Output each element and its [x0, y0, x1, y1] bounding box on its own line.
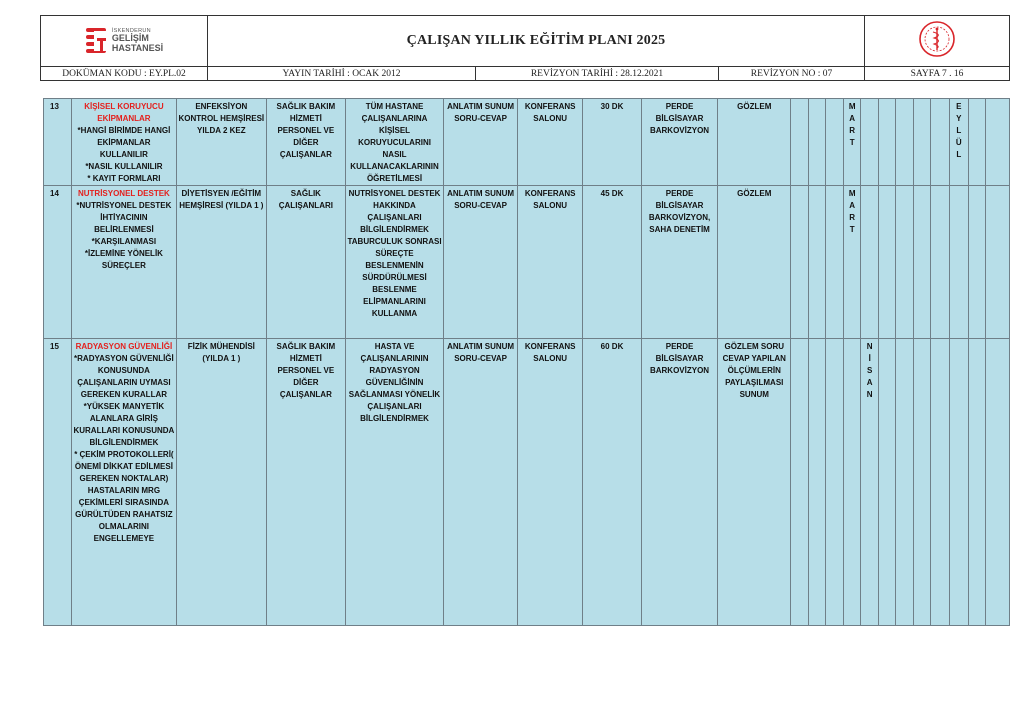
month-cell: [913, 339, 931, 626]
hospital-logo: [41, 26, 207, 56]
document-title: ÇALIŞAN YILLIK EĞİTİM PLANI 2025: [208, 16, 865, 67]
method-cell: ANLATIM SUNUM SORU-CEVAP: [443, 186, 517, 339]
month-cell: [791, 99, 809, 186]
tools-cell: PERDE BİLGİSAYAR BARKOVİZYON: [641, 99, 717, 186]
month-letter: A: [849, 201, 856, 210]
month-letter: Y: [956, 114, 962, 123]
goal-cell: TÜM HASTANE ÇALIŞANLARINA KİŞİSEL KORUYUCULARINI NASIL KULLANACAKLARININ ÖĞRETİLMESİ: [346, 99, 444, 186]
goal-cell: HASTA VE ÇALIŞANLARININ RADYASYON GÜVENLİĞİNİN SAĞLANMASI YÖNELİK ÇALIŞANLARI BİLGİLENDİRMEK: [346, 339, 444, 626]
duration-cell: 30 DK: [583, 99, 642, 186]
month-letter: M: [848, 102, 856, 111]
topic-cell: [71, 339, 176, 626]
evaluation-cell: GÖZLEM SORU CEVAP YAPILAN ÖLÇÜMLERİN PAYLAŞILMASI SUNUM: [718, 339, 791, 626]
month-cell: [913, 99, 931, 186]
month-cell: [896, 99, 914, 186]
topic-cell: [71, 99, 176, 186]
month-cell-mart: [843, 99, 861, 186]
place-cell: KONFERANS SALONU: [518, 186, 583, 339]
month-letter: T: [849, 138, 855, 147]
page-number: SAYFA 7 . 16: [865, 67, 1010, 81]
topic-item: * KAYIT FORMLARI: [87, 174, 161, 183]
row-number: 15: [44, 339, 72, 626]
row-number: 14: [44, 186, 72, 339]
topic-item: *HANGİ BİRİMDE HANGİ EKİPMANLAR KULLANILIR: [77, 126, 171, 159]
month-cell: [968, 99, 986, 186]
evaluation-cell: GÖZLEM: [718, 186, 791, 339]
month-cell: [826, 339, 844, 626]
month-cell: [878, 186, 896, 339]
month-cell: [931, 99, 950, 186]
month-letter: A: [866, 378, 873, 387]
month-letter: T: [849, 225, 855, 234]
month-cell-mart: [843, 186, 861, 339]
row-number: 13: [44, 99, 72, 186]
month-cell: [861, 99, 879, 186]
document-header: [40, 15, 1010, 81]
month-cell: [808, 339, 826, 626]
month-cell: [913, 186, 931, 339]
topic-item: *İZLEMİNE YÖNELİK SÜREÇLER: [84, 249, 163, 270]
month-cell: [791, 186, 809, 339]
topic-item: *RADYASYON GÜVENLİĞİ KONUSUNDA ÇALIŞANLARIN UYMASI GEREKEN KURALLAR: [74, 354, 174, 399]
month-cell: [843, 339, 861, 626]
month-cell: [826, 186, 844, 339]
method-cell: ANLATIM SUNUM SORU-CEVAP: [443, 339, 517, 626]
topic-title: NUTRİSYONEL DESTEK: [77, 189, 170, 198]
month-cell: [791, 339, 809, 626]
month-cell: [950, 339, 969, 626]
trainer-cell: DİYETİSYEN /EĞİTİM HEMŞİRESİ (YILDA 1 ): [176, 186, 266, 339]
month-cell: [878, 99, 896, 186]
topic-title: RADYASYON GÜVENLİĞİ: [75, 342, 173, 351]
topic-item: *KARŞILANMASI: [91, 237, 157, 246]
goal-cell: NUTRİSYONEL DESTEK HAKKINDA ÇALIŞANLARI BİLGİLENDİRMEK TABURCULUK SONRASI SÜREÇTE BESLENMENİN SÜRDÜRÜLMESİ BESLENME ELİPMANLARINI KULLANMA: [346, 186, 444, 339]
place-cell: KONFERANS SALONU: [518, 339, 583, 626]
audience-cell: SAĞLIK BAKIM HİZMETİ PERSONEL VE DİĞER ÇALIŞANLAR: [266, 99, 345, 186]
topic-item: *YÜKSEK MANYETİK ALANLARA GİRİŞ KURALLARI KONUSUNDA BİLGİLENDİRMEK: [73, 402, 175, 447]
hospital-logo-icon: [85, 26, 107, 56]
month-cell: [808, 186, 826, 339]
evaluation-cell: GÖZLEM: [718, 99, 791, 186]
topic-item: *NASIL KULLANILIR: [85, 162, 163, 171]
trainer-cell: ENFEKSİYON KONTROL HEMŞİRESİ YILDA 2 KEZ: [176, 99, 266, 186]
trainer-cell: FİZİK MÜHENDİSİ (YILDA 1 ): [176, 339, 266, 626]
month-cell: [986, 339, 1010, 626]
place-cell: KONFERANS SALONU: [518, 99, 583, 186]
month-cell: [896, 339, 914, 626]
table-row: [44, 186, 1010, 339]
month-letter: R: [849, 213, 856, 222]
month-letter: İ: [868, 354, 871, 363]
month-cell: [968, 186, 986, 339]
tools-cell: PERDE BİLGİSAYAR BARKOVİZYON: [641, 339, 717, 626]
month-cell: [808, 99, 826, 186]
month-letter: M: [848, 189, 856, 198]
month-letter: N: [866, 342, 873, 351]
month-cell: [968, 339, 986, 626]
audience-cell: SAĞLIK BAKIM HİZMETİ PERSONEL VE DİĞER ÇALIŞANLAR: [266, 339, 345, 626]
topic-title: KİŞİSEL KORUYUCU EKİPMANLAR: [84, 102, 164, 123]
month-cell: [931, 339, 950, 626]
month-cell: [986, 186, 1010, 339]
publish-date: YAYIN TARİHİ : OCAK 2012: [208, 67, 476, 81]
month-cell: [861, 186, 879, 339]
topic-cell: [71, 186, 176, 339]
duration-cell: 60 DK: [583, 339, 642, 626]
audience-cell: SAĞLIK ÇALIŞANLARI: [266, 186, 345, 339]
month-cell: [826, 99, 844, 186]
month-letter: R: [849, 126, 856, 135]
revision-date: REVİZYON TARİHİ : 28.12.2021: [476, 67, 719, 81]
month-cell: [986, 99, 1010, 186]
month-cell-nisan: [861, 339, 879, 626]
month-cell: [931, 186, 950, 339]
month-letter: L: [956, 126, 962, 135]
table-row: [44, 99, 1010, 186]
month-letter: Ü: [955, 138, 962, 147]
month-cell: [896, 186, 914, 339]
logo-line-1: İSKENDERUN: [111, 27, 151, 34]
logo-line-3: HASTANESİ: [111, 42, 164, 53]
month-letter: A: [849, 114, 856, 123]
hospital-logo-cell: [41, 16, 208, 67]
tools-cell: PERDE BİLGİSAYAR BARKOVİZYON, SAHA DENETİM: [641, 186, 717, 339]
document-code: DOKÜMAN KODU : EY.PL.02: [41, 67, 208, 81]
topic-item: *NUTRİSYONEL DESTEK İHTİYACININ BELİRLENMESİ: [76, 201, 172, 234]
month-letter: L: [956, 150, 962, 159]
topic-item: * ÇEKİM PROTOKOLLERİ( ÖNEMİ DİKKAT EDİLMESİ GEREKEN NOKTALAR) HASTALARIN MRG ÇEKİMLERİ SIRASINDA GÜRÜLTÜDEN RAHATSIZ OLMALARINI ENGELLEMEYE: [74, 450, 174, 543]
revision-number: REVİZYON NO : 07: [719, 67, 865, 81]
ministry-logo-cell: [865, 16, 1010, 67]
month-letter: N: [866, 390, 873, 399]
ministry-emblem-icon: [917, 19, 957, 59]
month-letter: E: [956, 102, 962, 111]
logo-line-2: GELİŞİM: [111, 33, 149, 44]
training-plan-table: [43, 98, 1010, 626]
month-letter: S: [867, 366, 873, 375]
method-cell: ANLATIM SUNUM SORU-CEVAP: [443, 99, 517, 186]
month-cell: [878, 339, 896, 626]
month-cell-eylul: [950, 99, 969, 186]
table-row: [44, 339, 1010, 626]
duration-cell: 45 DK: [583, 186, 642, 339]
month-cell: [950, 186, 969, 339]
